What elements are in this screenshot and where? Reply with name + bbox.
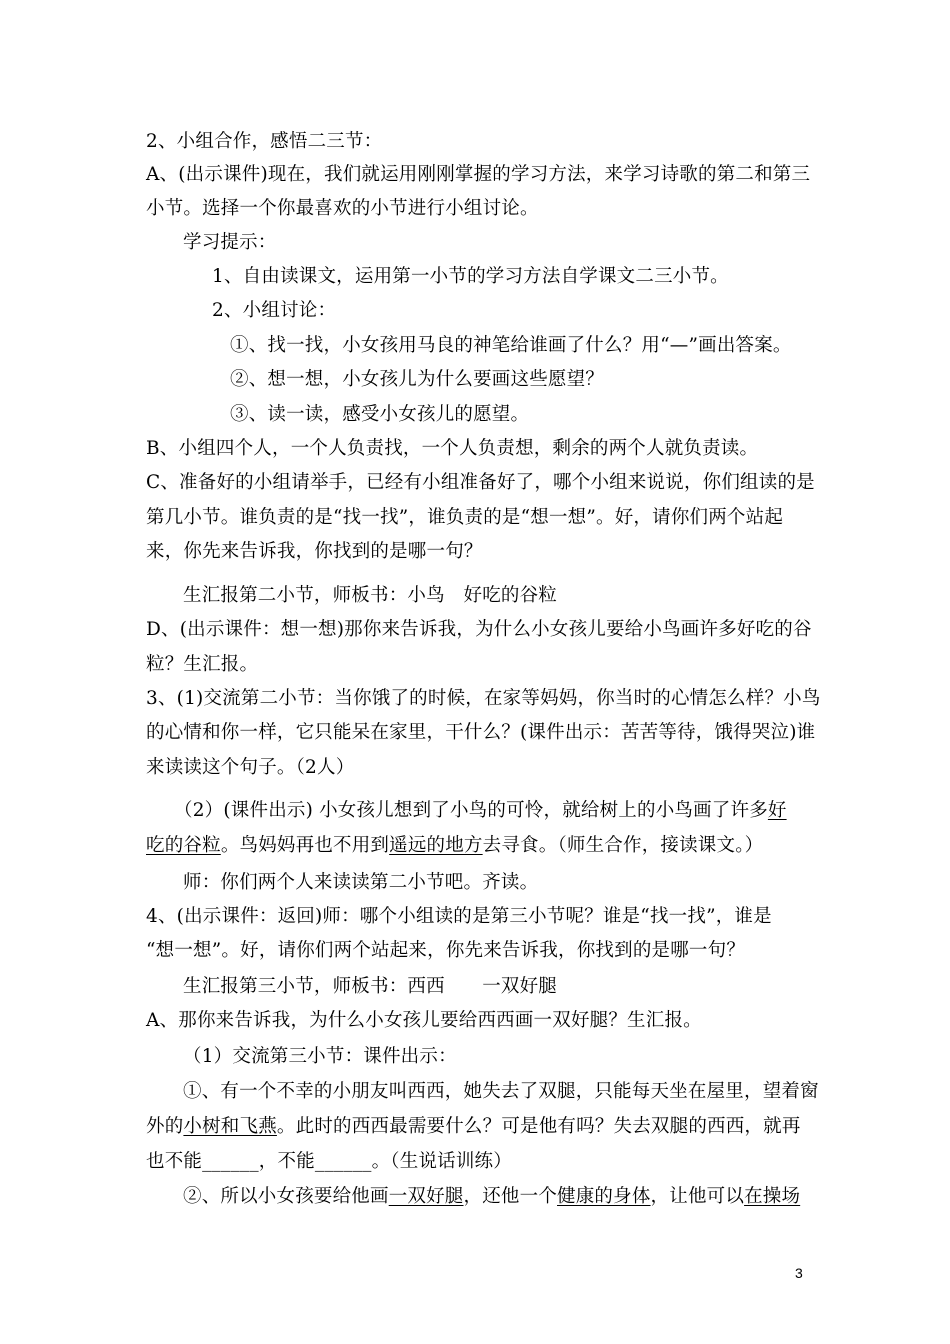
study-tips-heading: 学习提示： (183, 232, 277, 253)
paragraph-3-line-2: 的心情和你一样，它只能呆在家里，干什么？(课件出示：苦苦等待，饿得哭泣)谁 (146, 722, 816, 743)
text-run: 外的 (146, 1116, 184, 1137)
underlined-text: 小树和飞燕 (183, 1116, 277, 1137)
paragraph-3-2-line-2 (146, 834, 763, 858)
page-number: 3 (795, 1265, 803, 1281)
item-2-line-1 (183, 1185, 800, 1209)
paragraph-c-line-3: 来，你先来告诉我，你找到的是哪一句？ (146, 541, 483, 562)
report-section-3: 生汇报第三小节，师板书：西西 一双好腿 (183, 976, 558, 997)
discussion-item-1: ①、找一找，小女孩用马良的神笔给谁画了什么？用“—”画出答案。 (230, 335, 792, 356)
paragraph-b: B、小组四个人，一个人负责找，一个人负责想，剩余的两个人就负责读。 (146, 438, 759, 459)
underlined-text: 一双好腿 (388, 1186, 464, 1207)
underlined-text: 在操场 (744, 1186, 801, 1207)
exchange-section-3: （1）交流第三小节：课件出示： (183, 1046, 457, 1067)
paragraph-3-line-1: 3、(1)交流第二小节：当你饿了的时候，在家等妈妈，你当时的心情怎么样？小鸟 (146, 688, 821, 709)
paragraph-3-2-line-1 (174, 799, 787, 823)
report-section-2: 生汇报第二小节，师板书：小鸟 好吃的谷粒 (183, 585, 558, 606)
item-1-line-1: ①、有一个不幸的小朋友叫西西，她失去了双腿，只能每天坐在屋里，望着窗 (183, 1081, 819, 1102)
paragraph-4-line-1: 4、(出示课件：返回)师：哪个小组读的是第三小节呢？谁是“找一找”，谁是 (146, 906, 772, 927)
paragraph-d-line-2: 粒？生汇报。 (146, 654, 259, 675)
item-1-line-3: 也不能______，不能______。（生说话训练） (146, 1151, 512, 1172)
text-run: （2）(课件出示) 小女孩儿想到了小鸟的可怜，就给树上的小鸟画了许多 (174, 800, 768, 821)
discussion-item-3: ③、读一读，感受小女孩儿的愿望。 (230, 404, 530, 425)
text-run: ，让他可以 (650, 1186, 745, 1207)
underlined-text: 吃的谷粒 (146, 835, 221, 856)
study-tip-1: 1、自由读课文，运用第一小节的学习方法自学课文二三小节。 (212, 266, 729, 287)
paragraph-c-line-2: 第几小节。谁负责的是“找一找”，谁负责的是“想一想”。好，请你们两个站起 (146, 507, 784, 528)
text-run: 。此时的西西最需要什么？可是他有吗？失去双腿的西西，就再 (276, 1116, 801, 1137)
text-run: ，还他一个 (463, 1186, 558, 1207)
teacher-read-line: 师：你们两个人来读读第二小节吧。齐读。 (183, 872, 539, 893)
paragraph-a-line-1: A、(出示课件)现在，我们就运用刚刚掌握的学习方法，来学习诗歌的第二和第三 (146, 164, 811, 185)
paragraph-3-line-3: 来读读这个句子。（2人） (146, 757, 355, 778)
text-run: 去寻食。（师生合作，接读课文。） (482, 835, 764, 856)
section-heading-2: 2、小组合作，感悟二三节： (146, 131, 383, 152)
underlined-text: 健康的身体 (557, 1186, 651, 1207)
text-run: 。鸟妈妈再也不用到 (220, 835, 390, 856)
underlined-text: 遥远的地方 (389, 835, 483, 856)
underlined-text: 好 (767, 800, 787, 821)
text-run: ②、所以小女孩要给他画 (183, 1186, 389, 1207)
discussion-item-2: ②、想一想，小女孩儿为什么要画这些愿望？ (230, 369, 605, 390)
paragraph-c-line-1: C、准备好的小组请举手，已经有小组准备好了，哪个小组来说说，你们组读的是 (146, 472, 815, 493)
paragraph-4a: A、那你来告诉我，为什么小女孩儿要给西西画一双好腿？生汇报。 (146, 1010, 702, 1031)
paragraph-d-line-1: D、(出示课件：想一想)那你来告诉我，为什么小女孩儿要给小鸟画许多好吃的谷 (146, 619, 812, 640)
paragraph-a-line-2: 小节。选择一个你最喜欢的小节进行小组讨论。 (146, 198, 539, 219)
paragraph-4-line-2: “想一想”。好，请你们两个站起来，你先来告诉我，你找到的是哪一句？ (146, 940, 746, 961)
study-tip-2: 2、小组讨论： (212, 300, 337, 321)
item-1-line-2 (146, 1115, 801, 1139)
